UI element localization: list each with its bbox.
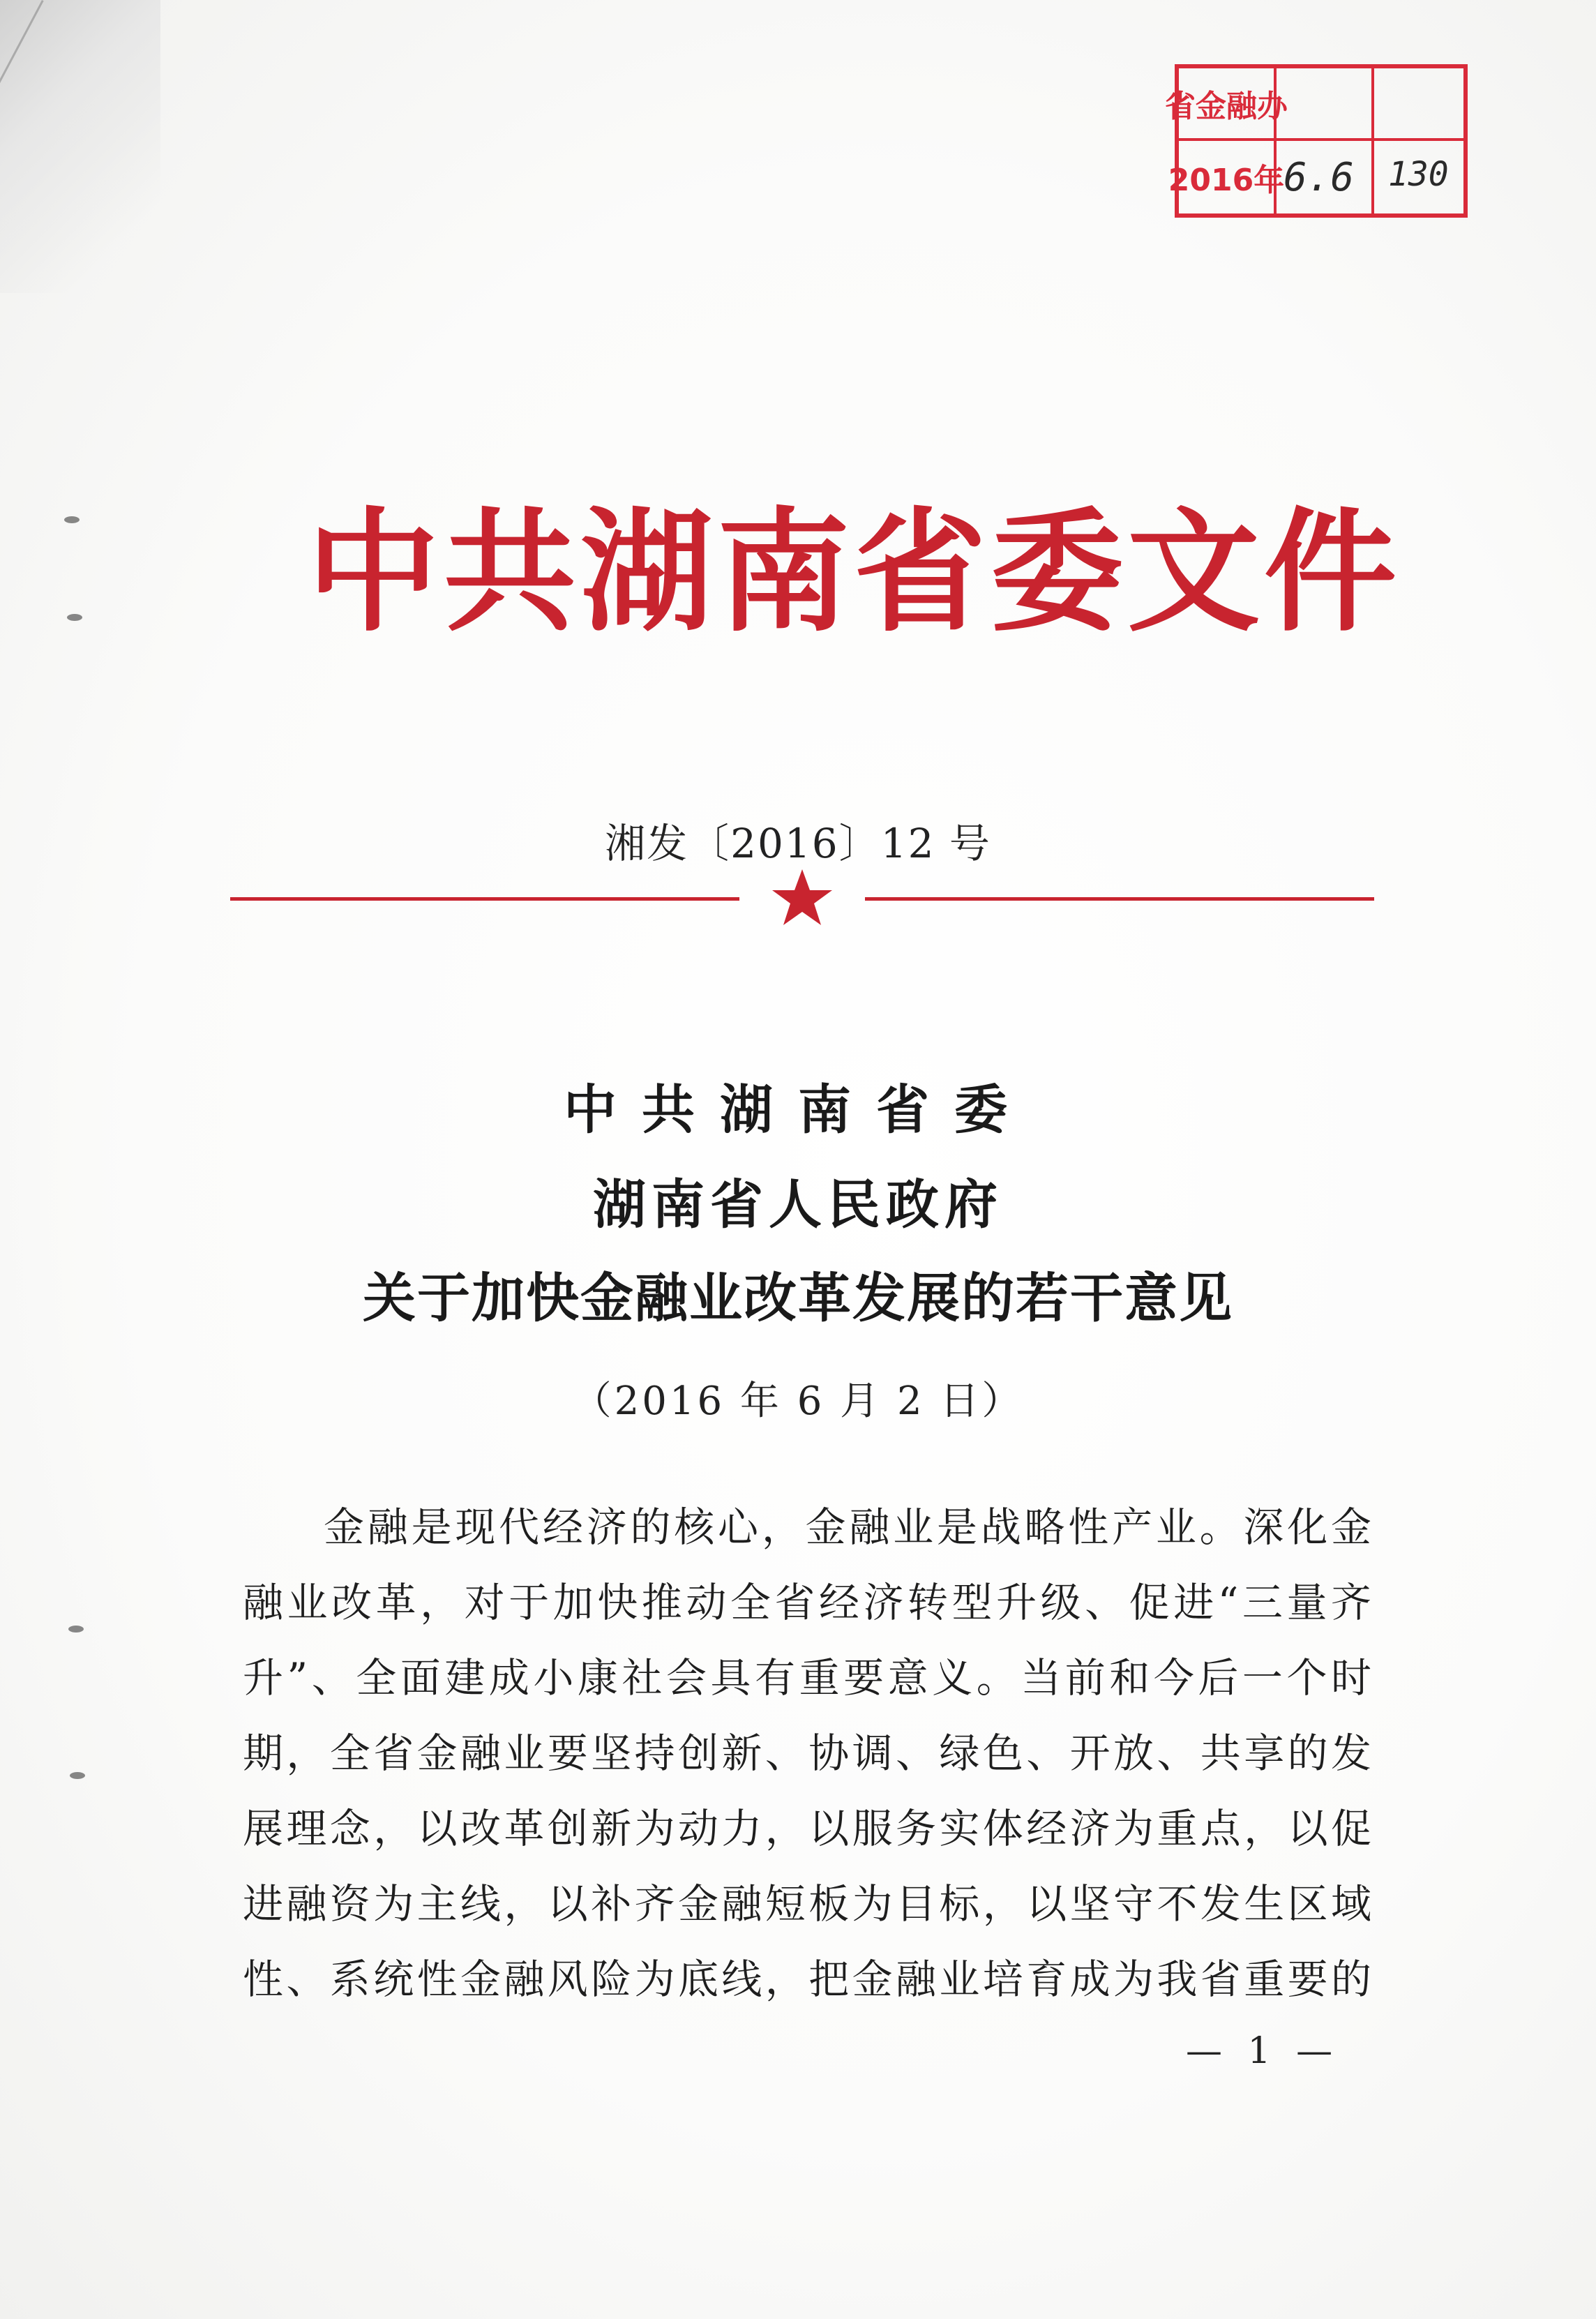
body-line: 融业改革，对于加快推动全省经济转型升级、促进“三量齐	[243, 1579, 1373, 1626]
body-line: 性、系统性金融风险为底线，把金融业培育成为我省重要的	[243, 1956, 1373, 2003]
red-separator-right	[865, 897, 1374, 901]
body-paragraph	[243, 1489, 1373, 2017]
body-line: 展理念，以改革创新为动力，以服务实体经济为重点，以促	[243, 1805, 1373, 1852]
stamp-empty-cell	[1374, 68, 1463, 141]
issuer-title-party: 中共湖南省委	[564, 1079, 1032, 1141]
red-star-icon	[767, 864, 837, 933]
red-separator-left	[230, 897, 739, 901]
stamp-empty-cell	[1277, 68, 1374, 141]
stamp-office: 省金融办	[1179, 68, 1277, 141]
document-header-title: 中共湖南省委文件	[307, 494, 1401, 650]
body-line: 进融资为主线，以补齐金融短板为目标，以坚守不发生区域	[243, 1880, 1373, 1928]
binder-hole-mark	[68, 1626, 84, 1633]
binder-hole-mark	[67, 614, 82, 621]
body-line: 金融是现代经济的核心，金融业是战略性产业。深化金	[324, 1503, 1373, 1551]
stamp-year: 2016年	[1179, 141, 1277, 213]
binder-hole-mark	[70, 1772, 85, 1779]
body-line: 升”、全面建成小康社会具有重要意义。当前和今后一个时	[243, 1654, 1373, 1702]
page-number: — 1 —	[1186, 2030, 1340, 2072]
stamp-handwritten-date: 6.6	[1283, 155, 1355, 200]
binder-hole-mark	[64, 516, 80, 523]
document-subject-title: 关于加快金融业改革发展的若干意见	[363, 1267, 1233, 1329]
scan-shadow	[0, 0, 160, 293]
body-line: 期，全省金融业要坚持创新、协调、绿色、开放、共享的发	[243, 1729, 1373, 1777]
document-date: （2016 年 6 月 2 日）	[572, 1379, 1024, 1424]
issuer-title-government: 湖南省人民政府	[593, 1173, 1003, 1236]
stamp-handwritten-number: 130	[1388, 155, 1449, 194]
document-number: 湘发〔2016〕12 号	[605, 820, 991, 867]
